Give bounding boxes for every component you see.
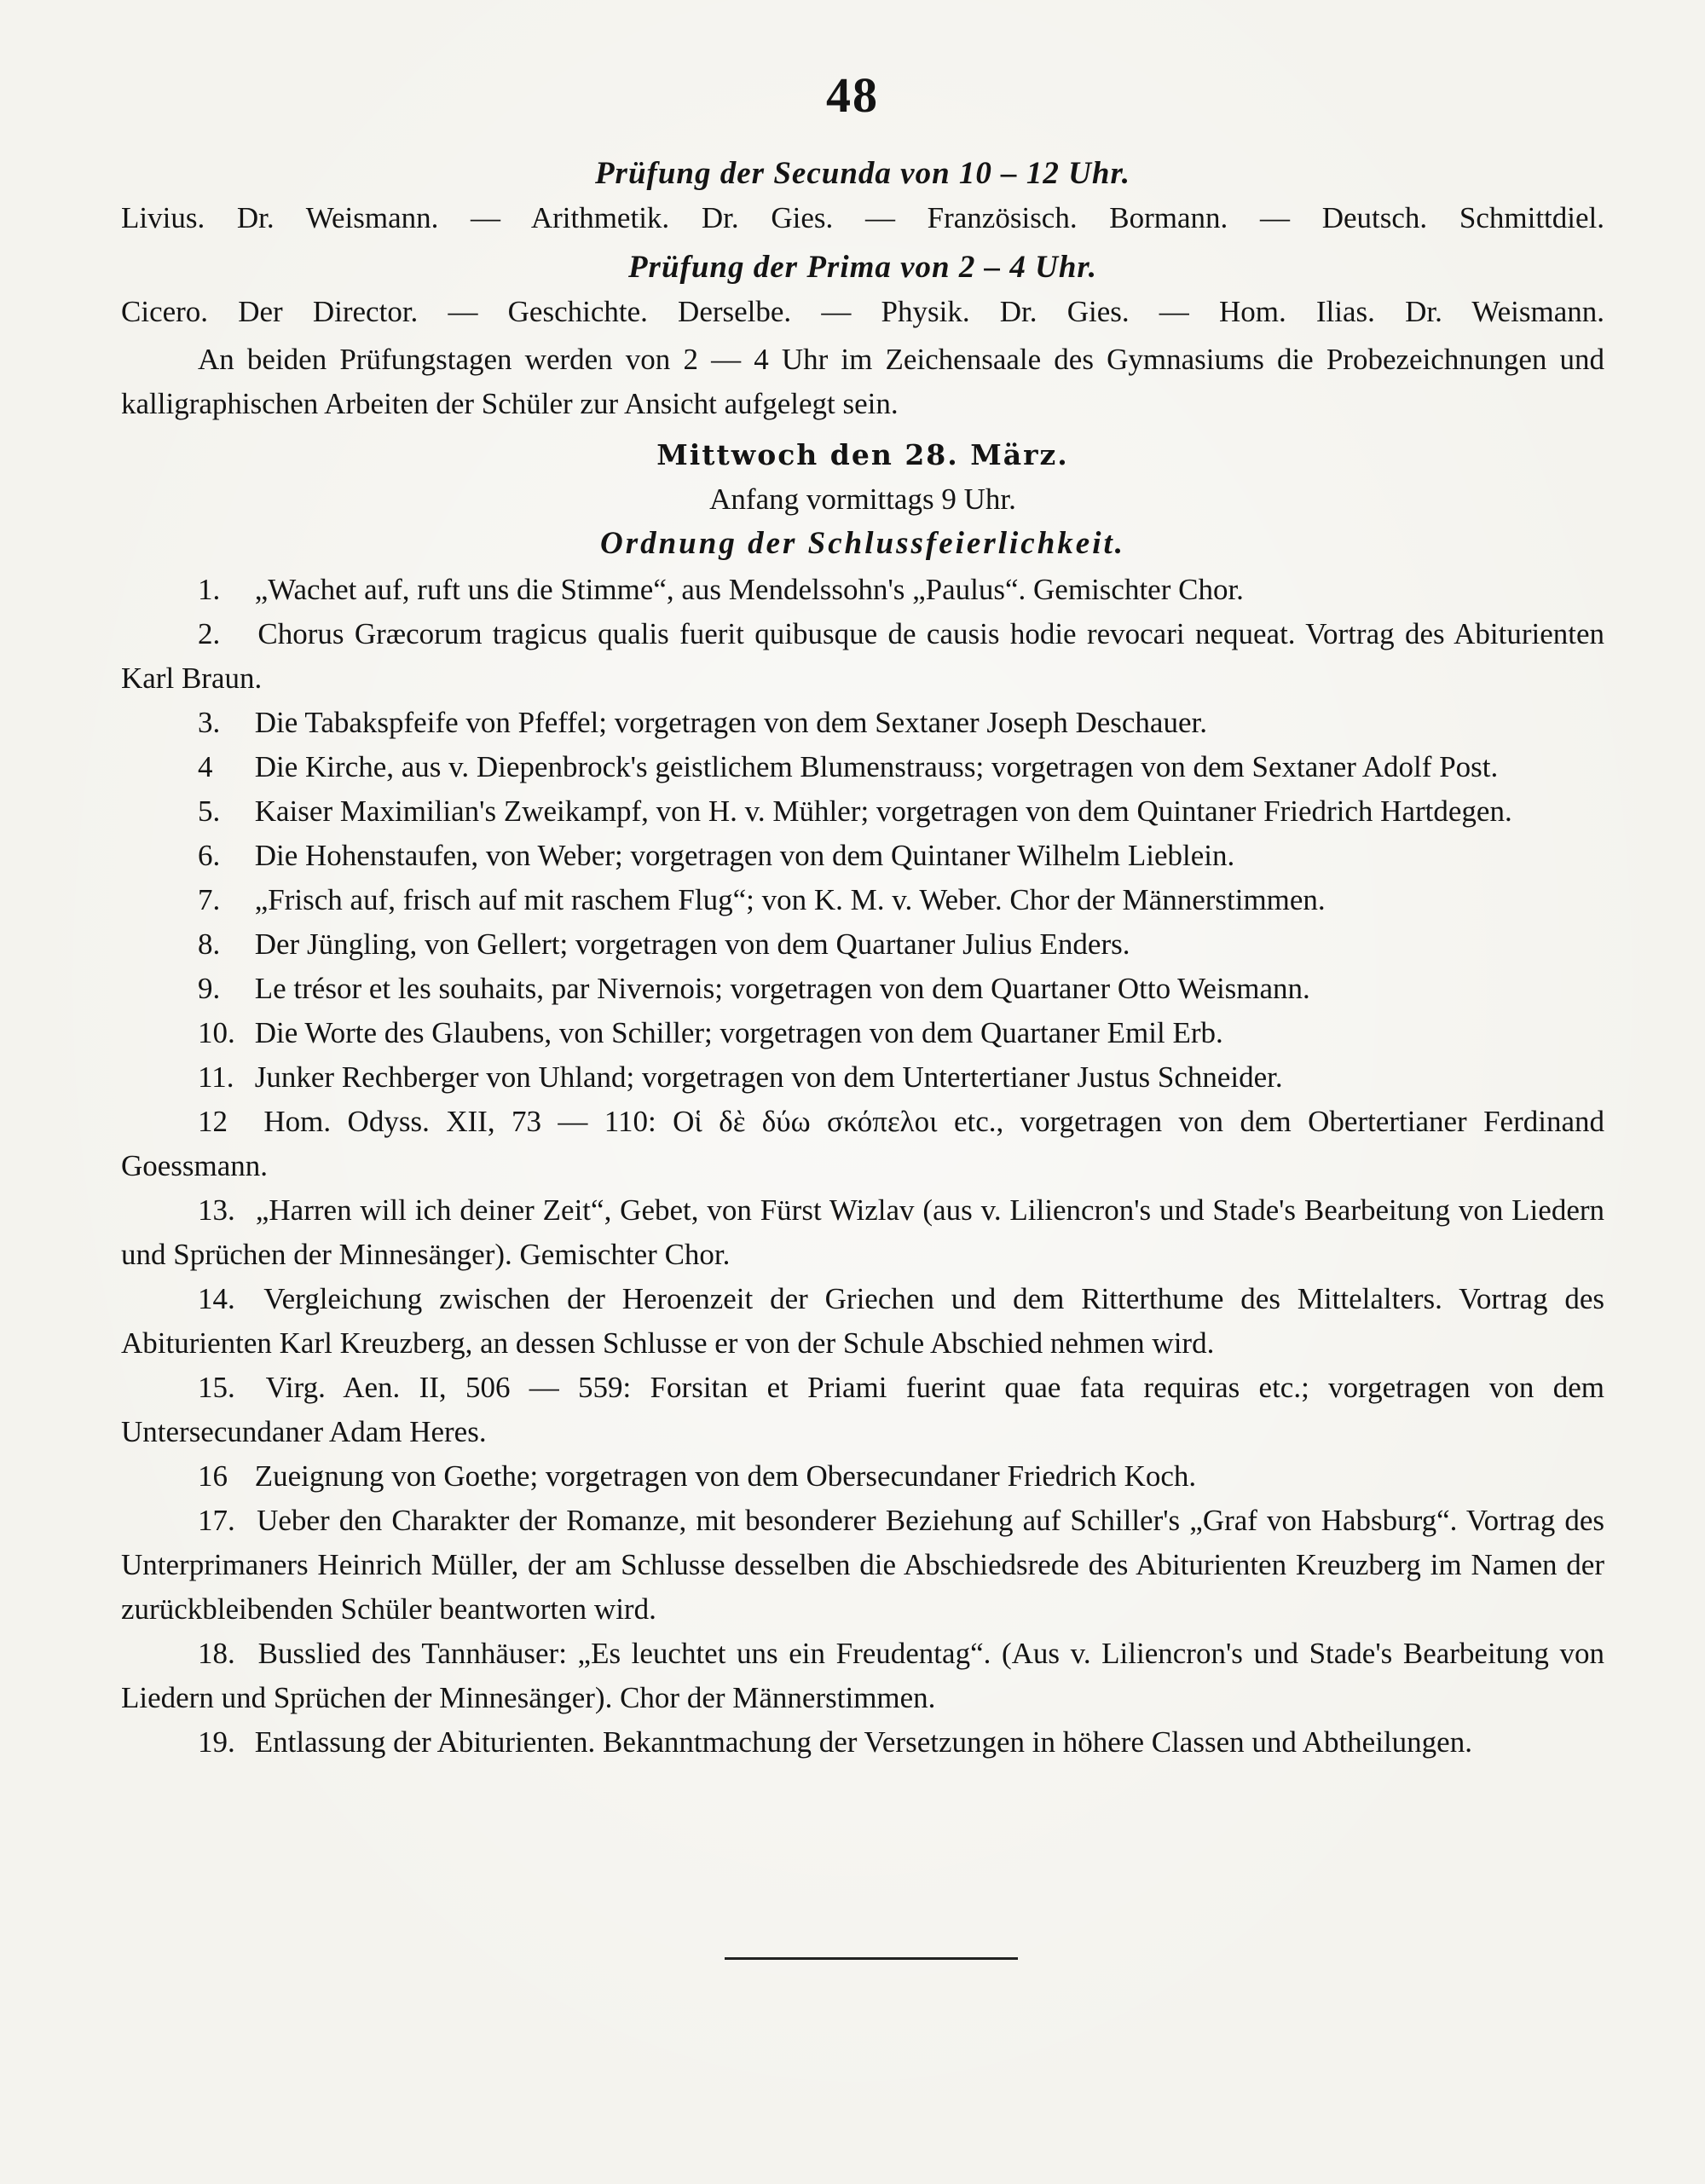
prima-exam-heading: Prüfung der Prima von 2 – 4 Uhr. xyxy=(627,250,1098,285)
program-item-number: 16 xyxy=(198,1459,228,1493)
program-item-text: Die Hohenstaufen, von Weber; vorgetragen von dem Quintaner Wilhelm Lieblein. xyxy=(254,839,1235,872)
program-item-text: Entlassung der Abiturienten. Bekanntmachung der Versetzungen in höhere Classen und Abtheilungen. xyxy=(254,1725,1472,1759)
program-item xyxy=(121,922,1604,967)
program-item-text: Busslied des Tannhäuser: „Es leuchtet uns ein Freudentag“. (Aus v. Liliencron's und Stade's Bearbeitung von Liedern und Sprüchen der Minnesänger). Chor der Männerstimmen. xyxy=(121,1637,1605,1714)
program-item-text: Zueignung von Goethe; vorgetragen von dem Obersecundaner Friedrich Koch. xyxy=(254,1459,1197,1493)
program-item xyxy=(121,1277,1604,1366)
program-item xyxy=(121,1011,1604,1055)
program-item-number: 3. xyxy=(198,706,221,739)
program-item xyxy=(121,1720,1604,1765)
program-item-number: 7. xyxy=(198,883,221,916)
program-item xyxy=(121,878,1604,922)
program-item-number: 2. xyxy=(198,617,221,650)
closing-rule xyxy=(725,1957,1018,1960)
program-item-number: 9. xyxy=(198,972,221,1005)
program-item-text: Vergleichung zwischen der Heroenzeit der Griechen und dem Ritterthume des Mittelalters. Vortrag des Abiturienten Karl Kreuzberg, an dessen Schlusse er von der Schule Abschied nehmen wird. xyxy=(121,1282,1604,1360)
program-item-text: Die Tabakspfeife von Pfeffel; vorgetragen von dem Sextaner Joseph Deschauer. xyxy=(254,706,1207,739)
program-item xyxy=(121,745,1604,789)
program-item-text: Le trésor et les souhaits, par Nivernois; vorgetragen von dem Quartaner Otto Weismann. xyxy=(254,972,1310,1005)
program-item xyxy=(121,834,1604,878)
program-item-number: 11. xyxy=(198,1060,234,1094)
ceremony-program-list xyxy=(121,568,1604,1765)
program-item-text: Virg. Aen. II, 506 — 559: Forsitan et Priami fuerint quae fata requiras etc.; vorgetragen von dem Untersecundaner Adam Heres. xyxy=(121,1371,1604,1448)
program-item-number: 5. xyxy=(198,794,221,828)
program-item-number: 18. xyxy=(198,1637,235,1670)
program-item-number: 15. xyxy=(198,1371,235,1404)
program-item xyxy=(121,1100,1604,1188)
program-item-text: Der Jüngling, von Gellert; vorgetragen von dem Quartaner Julius Enders. xyxy=(254,927,1130,961)
program-item-text: „Harren will ich deiner Zeit“, Gebet, von Fürst Wizlav (aus v. Liliencron's und Stade's Bearbeitung von Liedern und Sprüchen der Minnesänger). Gemischter Chor. xyxy=(121,1193,1605,1271)
program-item-number: 1. xyxy=(198,573,221,606)
program-item-text: Kaiser Maximilian's Zweikampf, von H. v. Mühler; vorgetragen von dem Quintaner Friedrich Hartdegen. xyxy=(254,794,1512,828)
program-item xyxy=(121,612,1604,701)
program-item-text: Chorus Græcorum tragicus qualis fuerit quibusque de causis hodie revocari nequeat. Vortrag des Abiturienten Karl Braun. xyxy=(121,617,1604,695)
program-item-text: Hom. Odyss. XII, 73 — 110: Οἱ δὲ δύω σκόπελοι etc., vorgetragen von dem Obertertianer Ferdinand Goessmann. xyxy=(121,1105,1604,1182)
program-item-number: 17. xyxy=(198,1504,235,1537)
program-item xyxy=(121,1366,1604,1454)
program-item-text: Junker Rechberger von Uhland; vorgetragen von dem Untertertianer Justus Schneider. xyxy=(254,1060,1283,1094)
ceremony-program-heading: Ordnung der Schlussfeierlichkeit. xyxy=(599,526,1126,561)
program-item xyxy=(121,701,1604,745)
program-item xyxy=(121,1055,1604,1100)
program-item-text: Die Kirche, aus v. Diepenbrock's geistlichem Blumenstrauss; vorgetragen von dem Sextaner Adolf Post. xyxy=(254,750,1499,783)
program-item-number: 13. xyxy=(198,1193,235,1227)
program-item-text: „Frisch auf, frisch auf mit raschem Flug“; von K. M. v. Weber. Chor der Männerstimmen. xyxy=(254,883,1326,916)
program-item-text: „Wachet auf, ruft uns die Stimme“, aus Mendelssohn's „Paulus“. Gemischter Chor. xyxy=(254,573,1244,606)
program-item xyxy=(121,568,1604,612)
program-item-number: 10. xyxy=(198,1016,235,1049)
start-time: Anfang vormittags 9 Uhr. xyxy=(709,482,1016,516)
program-item-text: Ueber den Charakter der Romanze, mit besonderer Beziehung auf Schiller's „Graf von Habsburg“. Vortrag des Unterprimaners Heinrich Müller, der am Schlusse desselben die Abschiedsrede des Abiturienten Kreuzberg im Namen der zurückbleibenden Schüler beantworten wird. xyxy=(121,1504,1604,1626)
page-number: 48 xyxy=(826,67,879,123)
program-item-number: 8. xyxy=(198,927,221,961)
program-item xyxy=(121,967,1604,1011)
program-item-number: 14. xyxy=(198,1282,235,1315)
prima-exam-subjects: Cicero. Der Director. — Geschichte. Derselbe. — Physik. Dr. Gies. — Hom. Ilias. Dr. Weismann. xyxy=(121,295,1604,328)
program-item xyxy=(121,1632,1604,1720)
exhibition-note: An beiden Prüfungstagen werden von 2 — 4 Uhr im Zeichensaale des Gymnasiums die Probezeichnungen und kalligraphischen Arbeiten der Schüler zur Ansicht aufgelegt sein. xyxy=(121,343,1604,420)
program-item xyxy=(121,789,1604,834)
secunda-exam-heading: Prüfung der Secunda von 10 – 12 Uhr. xyxy=(594,156,1131,191)
program-item-number: 4 xyxy=(198,750,213,783)
program-item-text: Die Worte des Glaubens, von Schiller; vorgetragen von dem Quartaner Emil Erb. xyxy=(254,1016,1223,1049)
page-body xyxy=(121,152,1604,1765)
program-item-number: 12 xyxy=(198,1105,228,1138)
program-item xyxy=(121,1454,1604,1499)
program-item xyxy=(121,1188,1604,1277)
program-item xyxy=(121,1499,1604,1632)
program-item-number: 6. xyxy=(198,839,221,872)
program-item-number: 19. xyxy=(198,1725,235,1759)
ceremony-date-heading: Mittwoch den 28. März. xyxy=(656,438,1069,471)
secunda-exam-subjects: Livius. Dr. Weismann. — Arithmetik. Dr. Gies. — Französisch. Bormann. — Deutsch. Schmittdiel. xyxy=(121,201,1604,234)
